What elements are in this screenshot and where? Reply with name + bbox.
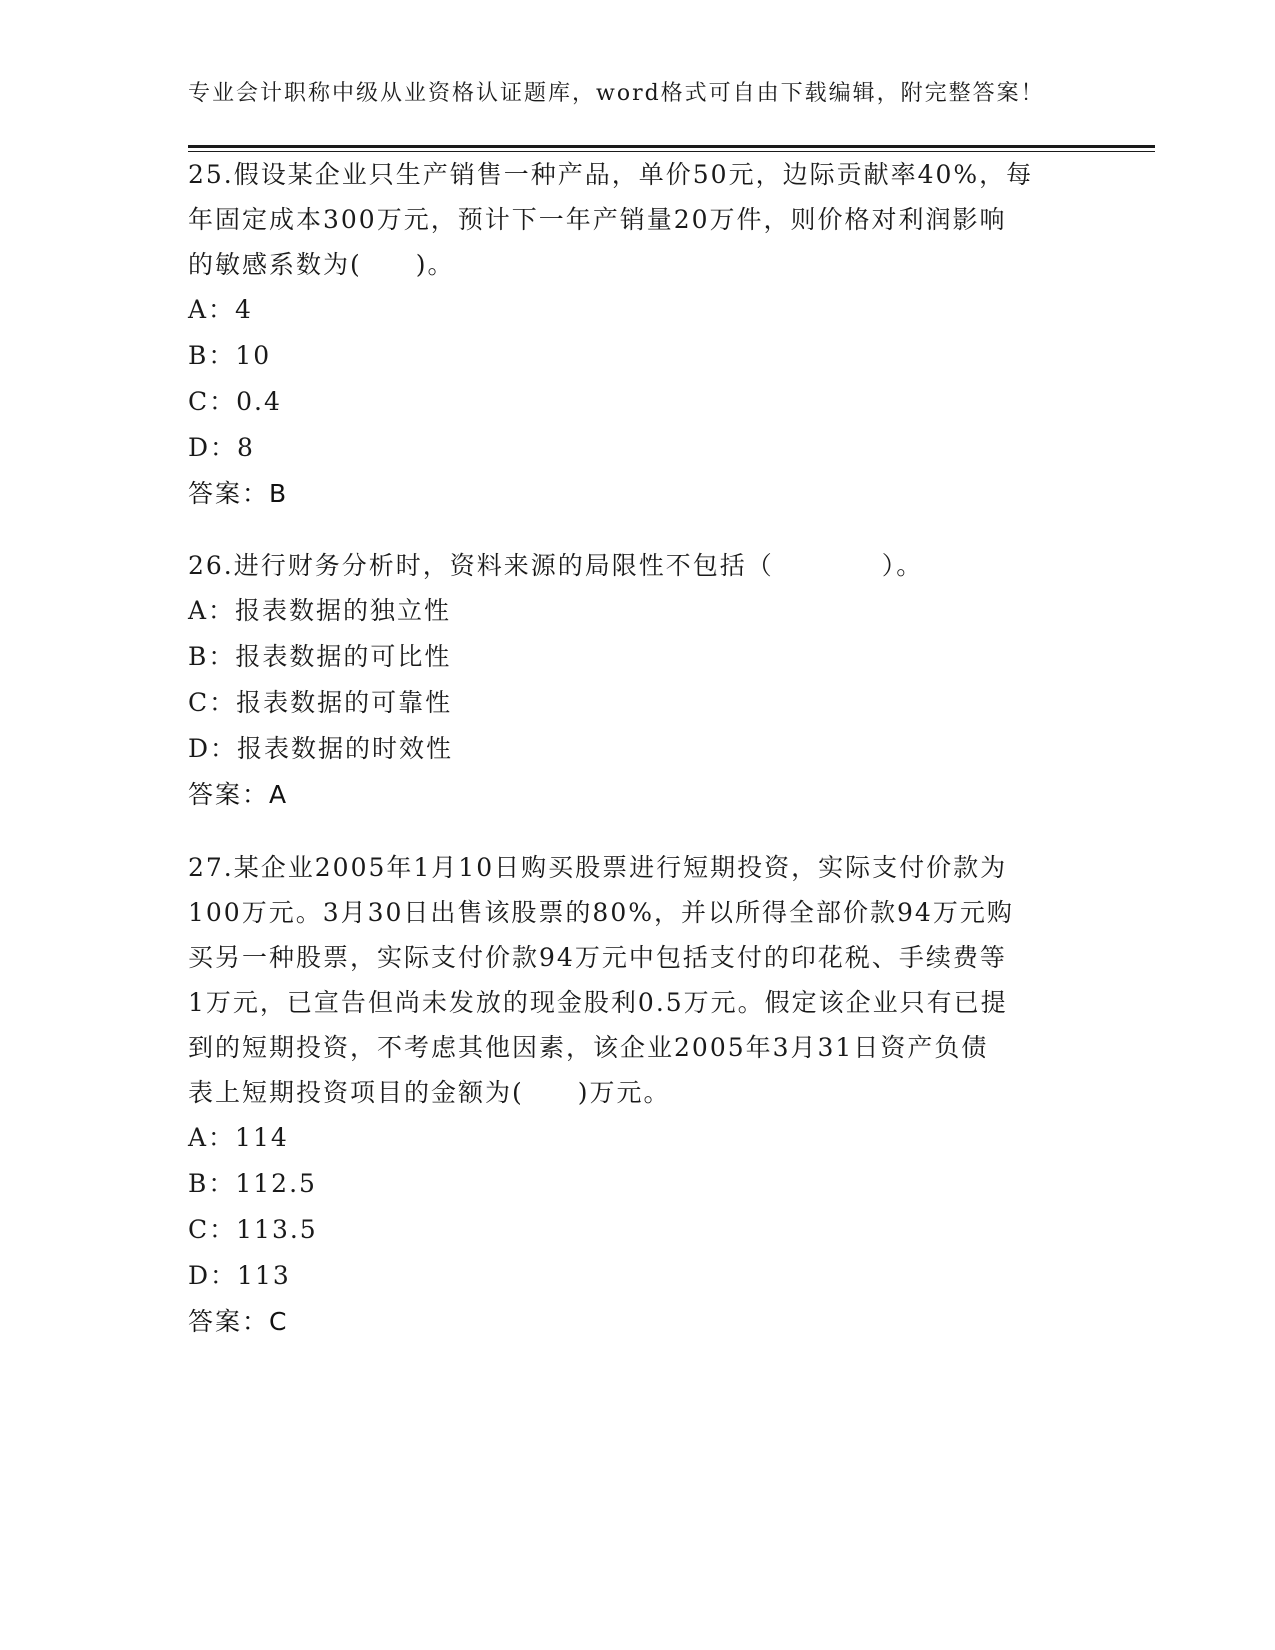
option-a: A：4: [188, 295, 253, 324]
page-header-title: 专业会计职称中级从业资格认证题库，word格式可自由下载编辑，附完整答案！: [188, 81, 1045, 106]
question-text: 27.某企业2005年1月10日购买股票进行短期投资，实际支付价款为 100万元。3月30日出售该股票的80%，并以所得全部价款94万元购 买另一种股票，实际支付价款94万元中包括支付的印花税、手续费等 1万元，已宣告但尚未发放的现金股利0.5万元。假定该企业只有已提 到的短期投资，不考虑其他因素，该企业2005年3月31日资产负债 表上短期投资项目的金额为( )万元。: [188, 853, 1014, 1107]
option-a: A：报表数据的独立性: [188, 596, 452, 625]
question-text: 26.进行财务分析时，资料来源的局限性不包括（ ）。: [188, 551, 924, 580]
option-b: B：报表数据的可比性: [188, 642, 452, 671]
option-d: D：113: [188, 1261, 291, 1290]
question-25: [188, 152, 1088, 517]
option-c: C：113.5: [188, 1215, 318, 1244]
question-26: [188, 543, 1088, 818]
option-d: D：8: [188, 433, 255, 462]
option-b: B：10: [188, 341, 272, 370]
question-text: 25.假设某企业只生产销售一种产品，单价50元，边际贡献率40%，每 年固定成本300万元，预计下一年产销量20万件，则价格对利润影响 的敏感系数为( )。: [188, 160, 1034, 279]
answer-label: 答案：A: [188, 780, 289, 809]
option-d: D：报表数据的时效性: [188, 734, 454, 763]
answer-label: 答案：B: [188, 479, 289, 508]
option-b: B：112.5: [188, 1169, 317, 1198]
option-a: A：114: [188, 1123, 289, 1152]
option-c: C：报表数据的可靠性: [188, 688, 453, 717]
header-rule-thick: [188, 145, 1155, 148]
question-27: [188, 845, 1088, 1345]
answer-label: 答案：C: [188, 1307, 289, 1336]
option-c: C：0.4: [188, 387, 282, 416]
